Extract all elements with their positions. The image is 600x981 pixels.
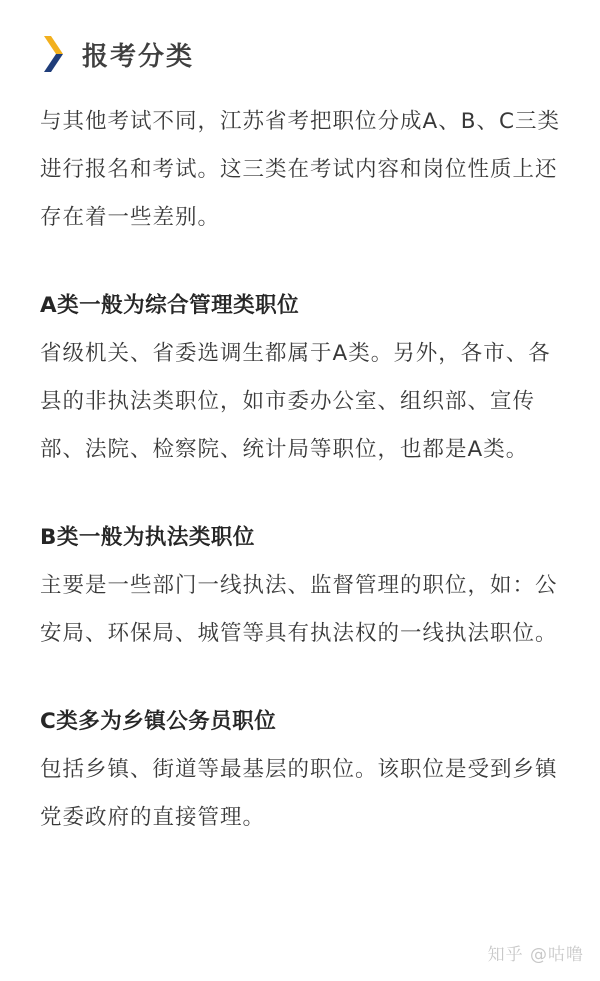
category-b-body: 主要是一些部门一线执法、监督管理的职位，如：公安局、环保局、城管等具有执法权的一线执法职位。 (40, 573, 558, 646)
category-c-heading: C类多为乡镇公务员职位 (40, 709, 277, 734)
section-header (42, 30, 194, 78)
zhihu-watermark: 知乎 @咕噜 (487, 945, 584, 965)
category-c-body: 包括乡镇、街道等最基层的职位。该职位是受到乡镇党委政府的直接管理。 (40, 757, 558, 830)
category-a-body: 省级机关、省委选调生都属于A类。另外，各市、各县的非执法类职位，如市委办公室、组织部、宣传部、法院、检察院、统计局等职位，也都是A类。 (40, 341, 551, 462)
chevron-right-icon (42, 34, 68, 74)
section-title: 报考分类 (82, 41, 195, 72)
article-body (40, 98, 570, 842)
category-a-heading: A类一般为综合管理类职位 (40, 293, 300, 318)
intro-paragraph: 与其他考试不同，江苏省考把职位分成A、B、C三类进行报名和考试。这三类在考试内容和岗位性质上还存在着一些差别。 (40, 109, 560, 230)
category-b-heading: B类一般为执法类职位 (40, 525, 255, 550)
